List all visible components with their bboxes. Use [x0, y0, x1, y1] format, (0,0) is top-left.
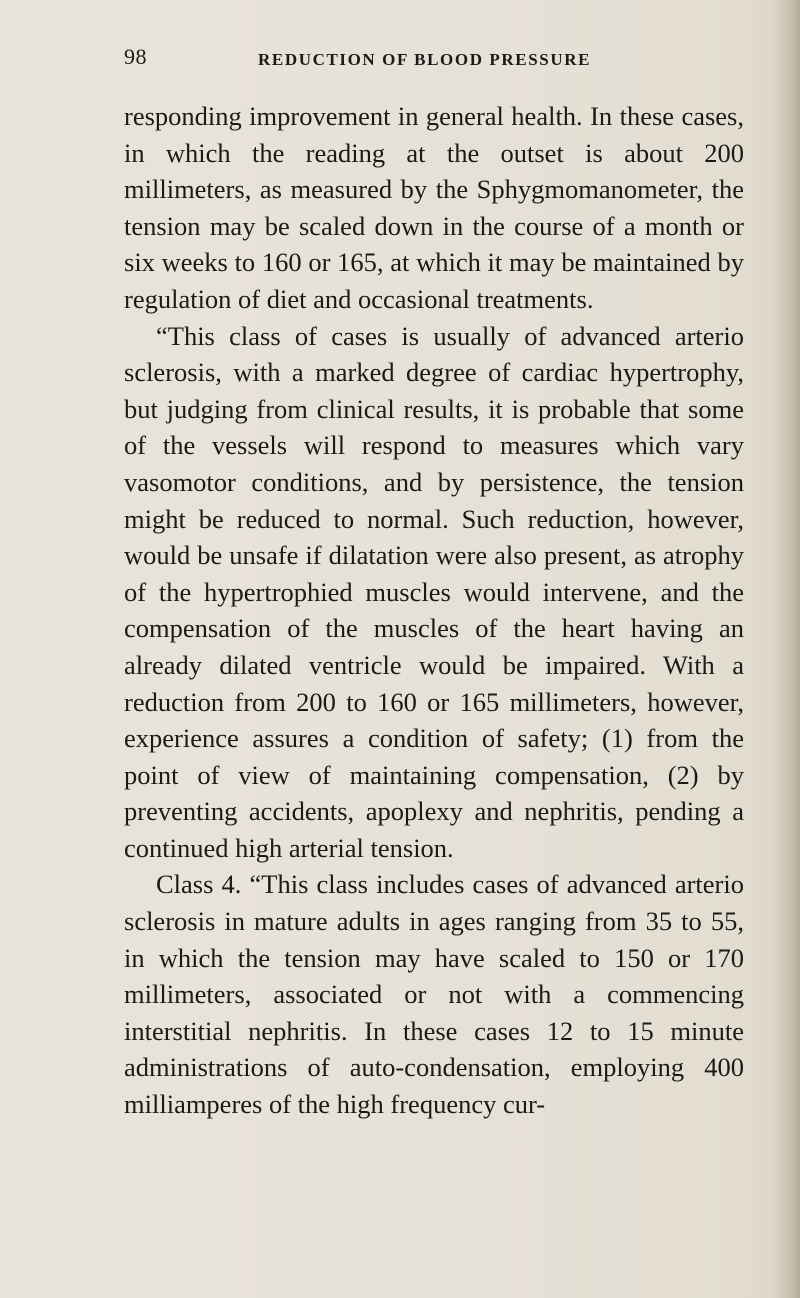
- paragraph-quote: “This class of cases is usually of advanced arterio sclerosis, with a marked degree of cardiac hypertrophy, but judging from clinical results, it is probable that some of the vessels will respond to measures which vary vasomotor conditions, and by persistence, the tension might be reduced to normal. Such reduction, however, would be unsafe if dilatation were also present, as atrophy of the hypertrophied muscles would intervene, and the compensation of the muscles of the heart having an already dilated ventricle would be impaired. With a reduction from 200 to 160 or 165 millimeters, however, experience assures a condition of safety; (1) from the point of view of maintaining compensation, (2) by preventing accidents, apoplexy and nephritis, pending a continued high arterial tension.: [124, 320, 744, 863]
- paragraph-continuation: responding improvement in general health. In these cases, in which the reading at the outset is about 200 millimeters, as measured by the Sphygmomanometer, the tension may be scaled down in the course of a month or six weeks to 160 or 165, at which it may be maintained by regulation of diet and occasional treatments.: [124, 101, 744, 314]
- page-header: [124, 44, 744, 74]
- paragraph-class-4: Class 4. “This class includes cases of advanced arterio sclerosis in mature adults in ages ranging from 35 to 55, in which the tension may have scaled to 150 or 170 millimeters, associated or not with a commencing interstitial nephritis. In these cases 12 to 15 minute administrations of auto-condensation, employing 400 milliamperes of the high frequency cur-: [124, 869, 744, 1120]
- page-number: 98: [124, 44, 147, 69]
- page-edge-shadow: [774, 0, 800, 1298]
- running-head: REDUCTION OF BLOOD PRESSURE: [258, 50, 592, 69]
- body-text: [124, 98, 744, 1123]
